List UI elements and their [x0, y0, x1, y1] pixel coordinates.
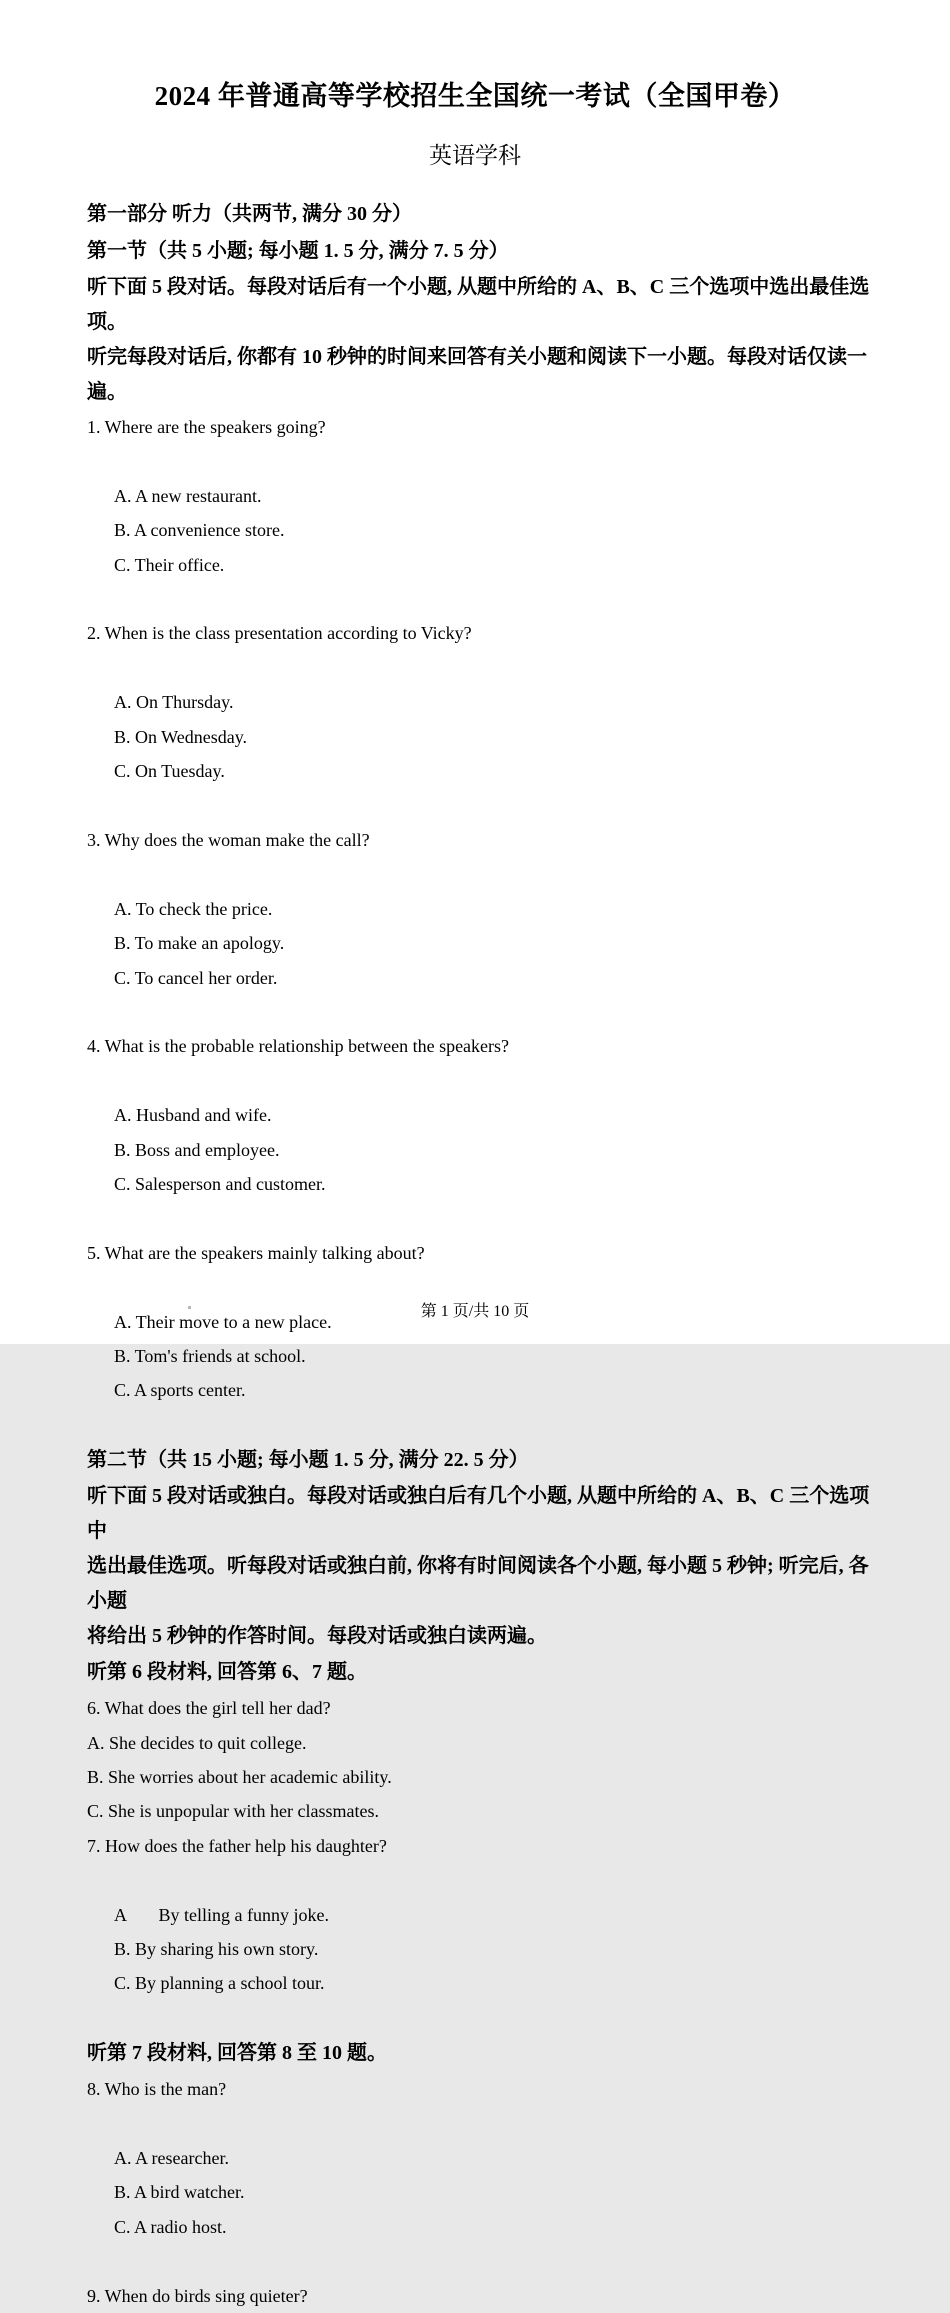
section2-instruction-line-1: 听下面 5 段对话或独白。每段对话或独白后有几个小题, 从题中所给的 A、B、C 三个选项中 — [87, 1485, 870, 1543]
question-2-options — [87, 651, 882, 823]
question-3-option-c: C. To cancel her order. — [114, 967, 278, 988]
question-1-option-a: A. A new restaurant. — [114, 485, 262, 506]
question-4-option-a: A. Husband and wife. — [114, 1105, 272, 1126]
question-9-text: 9. When do birds sing quieter? — [87, 2285, 308, 2306]
question-1-option-b: B. A convenience store. — [114, 520, 285, 541]
question-1-options — [87, 444, 882, 616]
question-2-option-a: A. On Thursday. — [114, 692, 234, 713]
part1-heading: 第一部分 听力（共两节, 满分 30 分） — [87, 203, 412, 225]
question-8-text: 8. Who is the man? — [87, 2079, 227, 2100]
document-body — [87, 196, 882, 2313]
page-number-footer: 第 1 页/共 10 页 — [420, 1303, 530, 1320]
question-7-option-a: A By telling a funny joke. — [114, 1904, 329, 1925]
question-4-option-c: C. Salesperson and customer. — [114, 1173, 326, 1194]
question-3-option-b: B. To make an apology. — [114, 933, 285, 954]
question-4-options — [87, 1064, 882, 1236]
section1-instruction-line-2: 听完每段对话后, 你都有 10 秒钟的时间来回答有关小题和阅读下一小题。每段对话仅读一遍。 — [87, 346, 867, 403]
question-1-option-c: C. Their office. — [114, 554, 225, 575]
question-5-option-a: A. Their move to a new place. — [114, 1311, 332, 1332]
question-7-option-b: B. By sharing his own story. — [114, 1939, 319, 1960]
question-5-text: 5. What are the speakers mainly talking about? — [87, 1242, 425, 1263]
question-7-option-c: C. By planning a school tour. — [114, 1973, 325, 1994]
question-8-options — [87, 2107, 882, 2279]
question-8-option-b: B. A bird watcher. — [114, 2182, 245, 2203]
material-7-heading: 听第 7 段材料, 回答第 8 至 10 题。 — [87, 2042, 387, 2065]
question-5-option-c: C. A sports center. — [114, 1380, 246, 1401]
document-subtitle: 英语学科 — [429, 143, 521, 168]
question-7-options — [87, 1863, 882, 2035]
question-8-option-a: A. A researcher. — [114, 2148, 229, 2169]
question-4-option-b: B. Boss and employee. — [114, 1139, 280, 1160]
question-3-text: 3. Why does the woman make the call? — [87, 829, 370, 850]
question-3-option-a: A. To check the price. — [114, 898, 273, 919]
section2-instruction-line-3: 将给出 5 秒钟的作答时间。每段对话或独白读两遍。 — [87, 1625, 547, 1648]
question-6-option-c: C. She is unpopular with her classmates. — [87, 1801, 379, 1822]
question-2-option-c: C. On Tuesday. — [114, 761, 225, 782]
question-8-option-c: C. A radio host. — [114, 2216, 227, 2237]
question-2-text: 2. When is the class presentation according to Vicky? — [87, 623, 472, 644]
question-7-text: 7. How does the father help his daughter? — [87, 1835, 387, 1856]
question-5-option-b: B. Tom's friends at school. — [114, 1345, 306, 1366]
scan-artifact-dot — [188, 1306, 191, 1309]
question-6-option-a: A. She decides to quit college. — [87, 1732, 307, 1753]
question-5-options — [87, 1270, 882, 1442]
question-4-text: 4. What is the probable relationship between the speakers? — [87, 1036, 510, 1057]
document-title: 2024 年普通高等学校招生全国统一考试（全国甲卷） — [154, 81, 796, 111]
section2-heading: 第二节（共 15 小题; 每小题 1. 5 分, 满分 22. 5 分） — [87, 1449, 529, 1472]
section2-instruction-line-2: 选出最佳选项。听每段对话或独白前, 你将有时间阅读各个小题, 每小题 5 秒钟; 听完后, 各小题 — [87, 1555, 869, 1613]
section1-heading: 第一节（共 5 小题; 每小题 1. 5 分, 满分 7. 5 分） — [87, 240, 509, 262]
question-3-options — [87, 857, 882, 1029]
question-1-text: 1. Where are the speakers going? — [87, 417, 326, 437]
question-2-option-b: B. On Wednesday. — [114, 726, 248, 747]
section1-instruction-line-1: 听下面 5 段对话。每段对话后有一个小题, 从题中所给的 A、B、C 三个选项中选出最佳选项。 — [87, 276, 870, 333]
question-6-option-b: B. She worries about her academic ability. — [87, 1767, 392, 1787]
material-6-heading: 听第 6 段材料, 回答第 6、7 题。 — [87, 1661, 367, 1684]
question-6-text: 6. What does the girl tell her dad? — [87, 1698, 331, 1719]
